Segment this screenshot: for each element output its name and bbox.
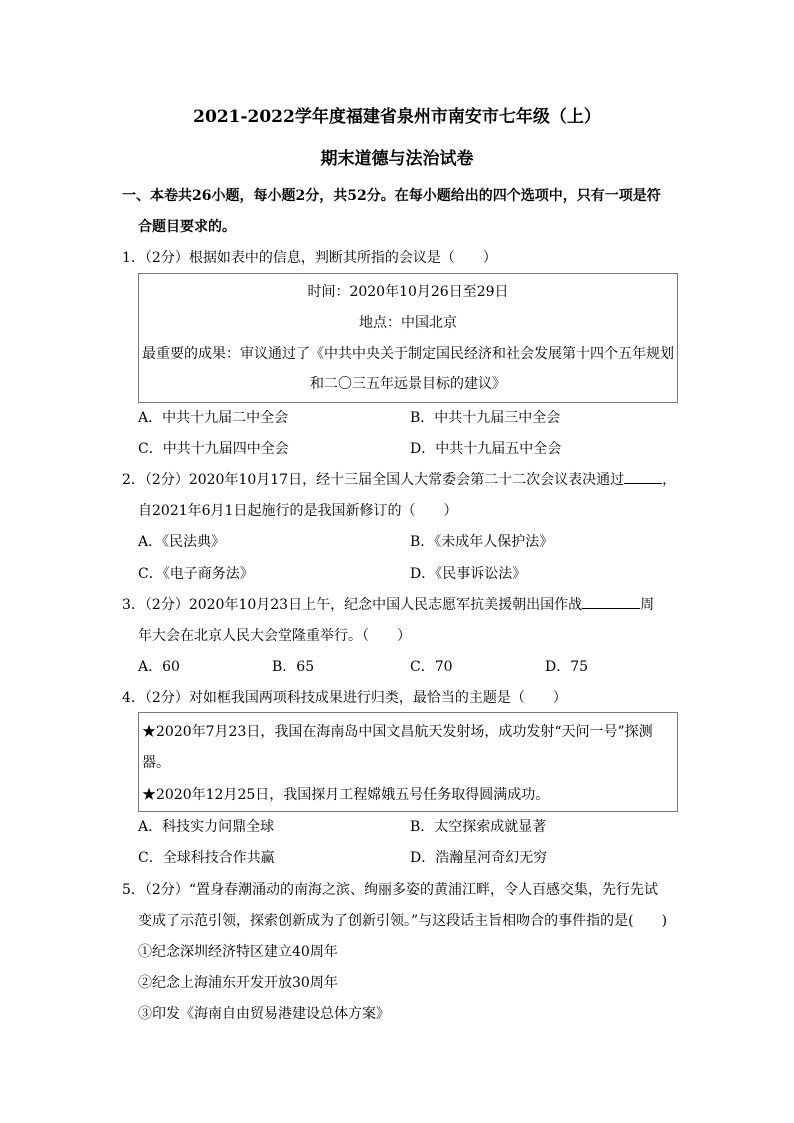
option-b: B．中共十九届三中全会 — [410, 410, 561, 426]
option-d: D．浩瀚星河奇幻无穷 — [410, 850, 548, 866]
answer-blank — [624, 483, 662, 484]
section-header-line1: 一、本卷共26小题，每小题2分，共52分。在每小题给出的四个选项中，只有一项是符 — [122, 188, 661, 204]
option-b: B．太空探索成就显著 — [410, 819, 547, 835]
statement-item: ①纪念深圳经济特区建立40周年 — [138, 944, 338, 960]
info-box-line: 时间：2020年10月26日至29日 — [307, 284, 509, 300]
option-b: B．《未成年人保护法》 — [410, 534, 554, 550]
option-c: C．全球科技合作共赢 — [138, 850, 275, 866]
option-a: A．中共十九届二中全会 — [138, 410, 289, 426]
stem-text: ， — [662, 472, 677, 488]
question-4-info-box — [138, 712, 678, 812]
statement-item: ②纪念上海浦东开发开放30周年 — [138, 975, 338, 991]
stem-text: 3．（2分）2020年10月23日上午，纪念中国人民志愿军抗美援朝出国作战 — [122, 597, 583, 613]
info-box-line: 器。 — [142, 755, 170, 771]
option-a: A．60 — [138, 659, 180, 675]
question-4-stem: 4．（2分）对如框我国两项科技成果进行归类，最恰当的主题是（ ） — [122, 690, 567, 706]
info-box-line: ★2020年12月25日，我国探月工程嫦娥五号任务取得圆满成功。 — [142, 787, 550, 803]
option-d: D．75 — [545, 659, 589, 675]
question-5-stem-cont: 变成了示范引领，探索创新成为了创新引领。”与这段话主旨相吻合的事件指的是( ) — [138, 913, 668, 929]
stem-text: 周 — [640, 597, 655, 613]
exam-title-line2: 期末道德与法治试卷 — [320, 149, 474, 169]
answer-blank — [582, 608, 640, 609]
option-d: D．《民事诉讼法》 — [410, 566, 527, 582]
question-1-stem: 1．（2分）根据如表中的信息，判断其所指的会议是（ ） — [122, 250, 497, 266]
info-box-line: 地点：中国北京 — [359, 315, 457, 331]
question-3-stem-cont: 年大会在北京人民大会堂隆重举行。（ ） — [138, 628, 411, 644]
question-3-stem — [122, 595, 654, 615]
question-5-stem: 5．（2分）“置身春潮涌动的南海之滨、绚丽多姿的黄浦江畔，令人百感交集，先行先试 — [122, 882, 658, 898]
exam-title-line1: 2021-2022学年度福建省泉州市南安市七年级（上） — [193, 107, 601, 127]
option-c: C．《电子商务法》 — [138, 566, 254, 582]
option-c: C．中共十九届四中全会 — [138, 441, 289, 457]
question-1-info-box — [138, 273, 678, 403]
option-c: C．70 — [410, 659, 453, 675]
question-2-stem-cont: 自2021年6月1日起施行的是我国新修订的（ ） — [138, 503, 458, 519]
section-header-line2: 合题目要求的。 — [138, 219, 236, 235]
stem-text: 2．（2分）2020年10月17日，经十三届全国人大常委会第二十二次会议表决通过 — [122, 472, 625, 488]
statement-item: ③印发《海南自由贸易港建设总体方案》 — [138, 1006, 390, 1022]
option-a: A．科技实力问鼎全球 — [138, 819, 275, 835]
option-d: D．中共十九届五中全会 — [410, 441, 562, 457]
info-box-line: ★2020年7月23日，我国在海南岛中国文昌航天发射场，成功发射“天问一号”探测 — [142, 724, 653, 740]
option-b: B．65 — [272, 659, 315, 675]
info-box-line: 最重要的成果：审议通过了《中共中央关于制定国民经济和社会发展第十四个五年规划 — [142, 346, 674, 362]
option-a: A．《民法典》 — [138, 534, 226, 550]
info-box-line: 和二〇三五年远景目标的建议》 — [310, 376, 506, 392]
question-2-stem — [122, 470, 676, 490]
